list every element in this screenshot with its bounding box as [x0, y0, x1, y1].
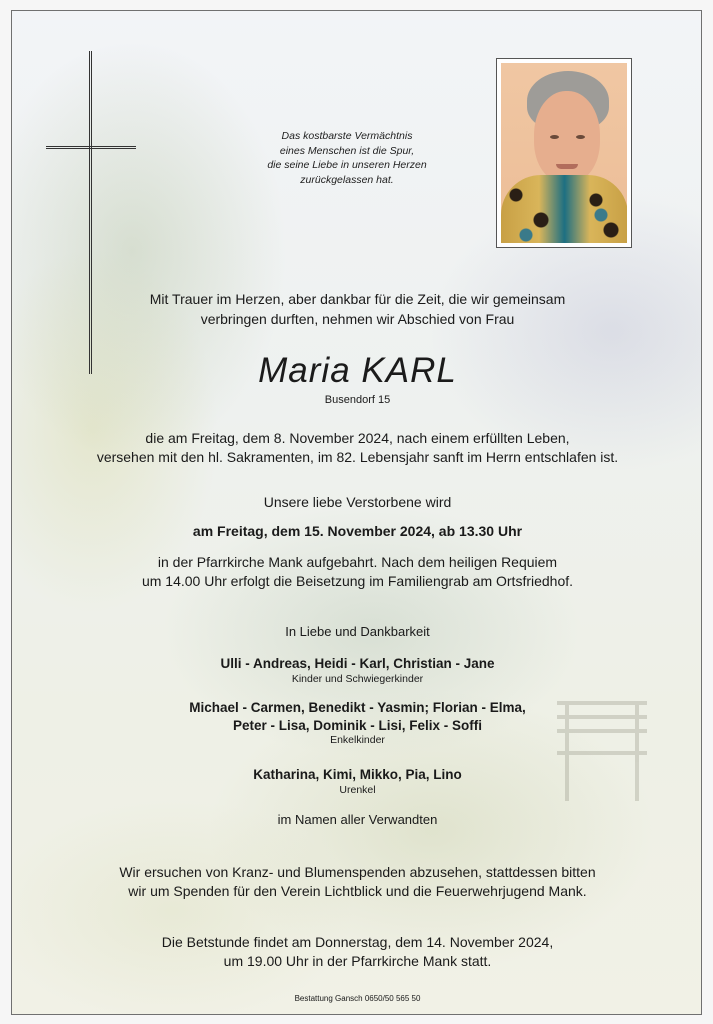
prayer-line: um 19.00 Uhr in der Pfarrkirche Mank statt. [223, 952, 492, 969]
mourner-group-children [12, 655, 702, 686]
donation-request [12, 863, 702, 900]
quote-line: eines Menschen ist die Spur, [279, 144, 415, 157]
mourner-names: Michael - Carmen, Benedikt - Yasmin; Florian - Elma, [189, 700, 526, 715]
deceased-address: Busendorf 15 [324, 394, 391, 406]
death-notice [12, 429, 702, 466]
laying-out-line: um 14.00 Uhr erfolgt die Beisetzung im Familiengrab am Ortsfriedhof. [141, 572, 574, 589]
laying-out-text [12, 553, 702, 590]
quote-line: zurückgelassen hat. [300, 173, 394, 186]
death-line: versehen mit den hl. Sakramenten, im 82. Lebensjahr sanft im Herrn entschlafen ist. [96, 448, 619, 465]
quote-line: die seine Liebe in unseren Herzen [267, 159, 427, 171]
mourners-intro: In Liebe und Dankbarkeit [285, 624, 430, 639]
prayer-hour-notice [12, 933, 702, 970]
quote-line: Das kostbarste Vermächtnis [281, 130, 413, 142]
mourner-group-label: Kinder und Schwiegerkinder [291, 672, 424, 685]
deceased-name: Maria KARL [258, 351, 457, 390]
death-line: die am Freitag, dem 8. November 2024, nach einem erfüllten Leben, [145, 430, 570, 446]
intro-line: verbringen durften, nehmen wir Abschied von Frau [200, 311, 515, 327]
laying-out-line: in der Pfarrkirche Mank aufgebahrt. Nach dem heiligen Requiem [157, 554, 558, 570]
prayer-line: Die Betstunde findet am Donnerstag, dem 14. November 2024, [161, 934, 554, 950]
mourner-group-grandchildren [12, 699, 702, 747]
mourner-names: Katharina, Kimi, Mikko, Pia, Lino [253, 767, 462, 782]
intro-text [12, 289, 702, 329]
laying-out-date: am Freitag, dem 15. November 2024, ab 13.30 Uhr [192, 523, 523, 539]
intro-line: Mit Trauer im Herzen, aber dankbar für die Zeit, die wir gemeinsam [149, 291, 566, 307]
funeral-home-footer: Bestattung Gansch 0650/50 565 50 [294, 994, 421, 1003]
mourner-group-great-grandchildren [12, 766, 702, 797]
request-line: Wir ersuchen von Kranz- und Blumenspenden abzusehen, stattdessen bitten [119, 864, 596, 880]
mourner-group-label: Enkelkinder [330, 734, 385, 746]
mourner-group-label: Urenkel [339, 783, 376, 796]
mourner-names: Ulli - Andreas, Heidi - Karl, Christian - Jane [220, 656, 495, 671]
laying-out-intro: Unsere liebe Verstorbene wird [263, 494, 452, 510]
memorial-quote [222, 129, 472, 187]
mourner-names: Peter - Lisa, Dominik - Lisi, Felix - Soffi [232, 717, 483, 733]
obituary-sheet [11, 10, 702, 1015]
relatives-closing: im Namen aller Verwandten [277, 812, 438, 827]
request-line: wir um Spenden für den Verein Lichtblick und die Feuerwehrjugend Mank. [128, 882, 587, 899]
portrait-photo [496, 58, 632, 248]
